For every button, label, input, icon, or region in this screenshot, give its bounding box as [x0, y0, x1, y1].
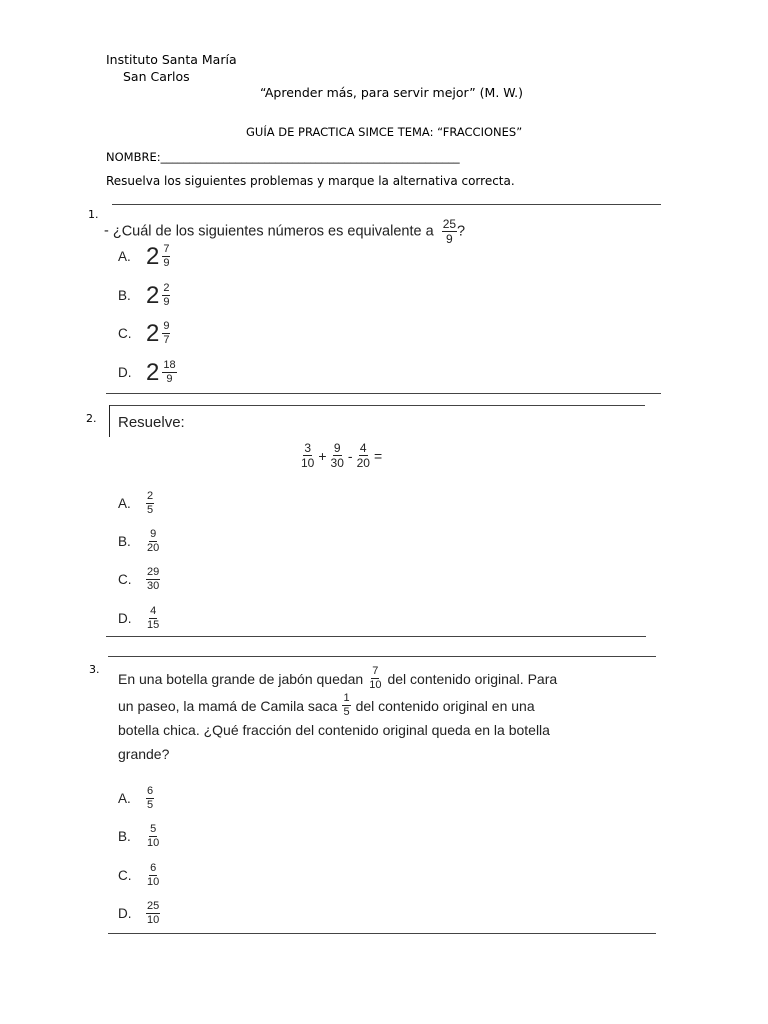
- instructions: Resuelva los siguientes problemas y marque la alternativa correcta.: [106, 174, 515, 188]
- numerator: 29: [147, 566, 160, 578]
- question-top-rule: [108, 656, 656, 657]
- numerator: 2: [163, 282, 170, 294]
- option-letter: A.: [118, 791, 131, 806]
- expr-fraction: [330, 442, 345, 469]
- numerator: 9: [150, 528, 157, 540]
- numerator: 25: [147, 900, 160, 912]
- option-letter: A.: [118, 496, 131, 511]
- prompt-fraction: [442, 218, 457, 245]
- option-a[interactable]: [118, 244, 170, 269]
- denominator: 9: [446, 232, 453, 246]
- prompt-line-1: [118, 666, 557, 691]
- prompt-text: En una botella grande de jabón quedan: [118, 670, 364, 687]
- school-motto: “Aprender más, para servir mejor” (M. W.): [260, 85, 524, 100]
- question-bottom-rule: [106, 636, 646, 637]
- numerator: 18: [163, 359, 176, 371]
- option-d[interactable]: [118, 360, 177, 385]
- denominator: 10: [147, 837, 160, 849]
- expr-fraction: [356, 442, 371, 469]
- option-fraction: [162, 360, 176, 385]
- option-letter: D.: [118, 611, 132, 626]
- option-fraction: [146, 529, 160, 554]
- denominator: 10: [369, 679, 382, 691]
- denominator: 20: [356, 456, 370, 470]
- option-d[interactable]: [118, 606, 160, 631]
- question-top-rule: [112, 204, 661, 205]
- option-fraction: [146, 901, 160, 926]
- question-left-bracket: [109, 405, 110, 437]
- question-bottom-rule: [108, 933, 656, 934]
- option-fraction: [146, 606, 160, 631]
- option-fraction: [146, 491, 154, 516]
- option-fraction: [146, 786, 154, 811]
- guide-title: GUÍA DE PRACTICA SIMCE TEMA: “FRACCIONES”: [246, 125, 523, 139]
- whole-number: 2: [146, 242, 160, 270]
- option-letter: C.: [118, 572, 132, 587]
- numerator: 9: [163, 320, 170, 332]
- option-c[interactable]: [118, 567, 160, 592]
- option-a[interactable]: [118, 786, 154, 811]
- denominator: 15: [147, 619, 160, 631]
- numerator: 6: [147, 785, 154, 797]
- numerator: 5: [150, 823, 157, 835]
- option-fraction: [162, 321, 170, 346]
- school-name: Instituto Santa María: [106, 52, 237, 67]
- numerator: 1: [343, 692, 350, 704]
- prompt-dash: -: [104, 223, 109, 240]
- question-prompt: [104, 218, 465, 245]
- denominator: 9: [166, 373, 173, 385]
- option-fraction: [162, 283, 170, 308]
- prompt-text: ¿Cuál de los siguientes números es equivalente a: [112, 223, 434, 240]
- numerator: 25: [442, 217, 457, 231]
- question-number: 3.: [89, 663, 100, 676]
- numerator: 7: [163, 243, 170, 255]
- numerator: 3: [304, 441, 312, 455]
- expr-fraction: [300, 442, 315, 469]
- denominator: 9: [163, 257, 170, 269]
- option-c[interactable]: [118, 863, 160, 888]
- option-fraction: [146, 824, 160, 849]
- option-letter: C.: [118, 326, 132, 341]
- numerator: 2: [147, 490, 154, 502]
- numerator: 6: [150, 862, 157, 874]
- prompt-fraction: [368, 666, 382, 691]
- option-letter: B.: [118, 288, 131, 303]
- denominator: 30: [330, 456, 344, 470]
- option-d[interactable]: [118, 901, 160, 926]
- numerator: 7: [372, 665, 379, 677]
- minus-operator: -: [347, 447, 353, 464]
- option-b[interactable]: [118, 283, 170, 308]
- option-letter: D.: [118, 365, 132, 380]
- name-field[interactable]: NOMBRE:____________________________________________________: [106, 150, 460, 164]
- denominator: 10: [147, 914, 160, 926]
- whole-number: 2: [146, 319, 160, 347]
- prompt-text: del contenido original en una: [355, 697, 535, 714]
- option-letter: C.: [118, 868, 132, 883]
- expression: [300, 442, 385, 469]
- option-letter: A.: [118, 249, 131, 264]
- option-fraction: [146, 863, 160, 888]
- denominator: 10: [147, 876, 160, 888]
- question-top-rule: [110, 405, 645, 406]
- prompt-line-4: grande?: [118, 746, 170, 762]
- numerator: 4: [150, 605, 157, 617]
- question-prompt: Resuelve:: [118, 414, 185, 431]
- question-number: 2.: [86, 412, 97, 425]
- whole-number: 2: [146, 281, 160, 309]
- plus-operator: +: [318, 447, 327, 464]
- option-letter: B.: [118, 829, 131, 844]
- option-c[interactable]: [118, 321, 170, 346]
- option-a[interactable]: [118, 491, 154, 516]
- denominator: 7: [163, 334, 170, 346]
- option-letter: D.: [118, 906, 132, 921]
- denominator: 10: [301, 456, 315, 470]
- option-b[interactable]: [118, 824, 160, 849]
- question-bottom-rule: [106, 393, 661, 394]
- option-letter: B.: [118, 534, 131, 549]
- option-fraction: [162, 244, 170, 269]
- numerator: 9: [333, 441, 341, 455]
- denominator: 9: [163, 296, 170, 308]
- option-b[interactable]: [118, 529, 160, 554]
- question-number: 1.: [88, 208, 99, 221]
- whole-number: 2: [146, 358, 160, 386]
- equals-operator: =: [373, 447, 383, 464]
- prompt-end: ?: [457, 223, 466, 240]
- option-fraction: [146, 567, 160, 592]
- denominator: 5: [343, 706, 350, 718]
- city-name: San Carlos: [123, 69, 190, 84]
- denominator: 20: [147, 542, 160, 554]
- prompt-line-3: botella chica. ¿Qué fracción del contenido original queda en la botella: [118, 722, 550, 738]
- denominator: 30: [147, 580, 160, 592]
- denominator: 5: [147, 504, 154, 516]
- prompt-text: del contenido original. Para: [387, 670, 558, 687]
- prompt-fraction: [342, 693, 350, 718]
- prompt-line-2: [118, 693, 535, 718]
- prompt-text: un paseo, la mamá de Camila saca: [118, 697, 338, 714]
- numerator: 4: [359, 441, 367, 455]
- denominator: 5: [147, 799, 154, 811]
